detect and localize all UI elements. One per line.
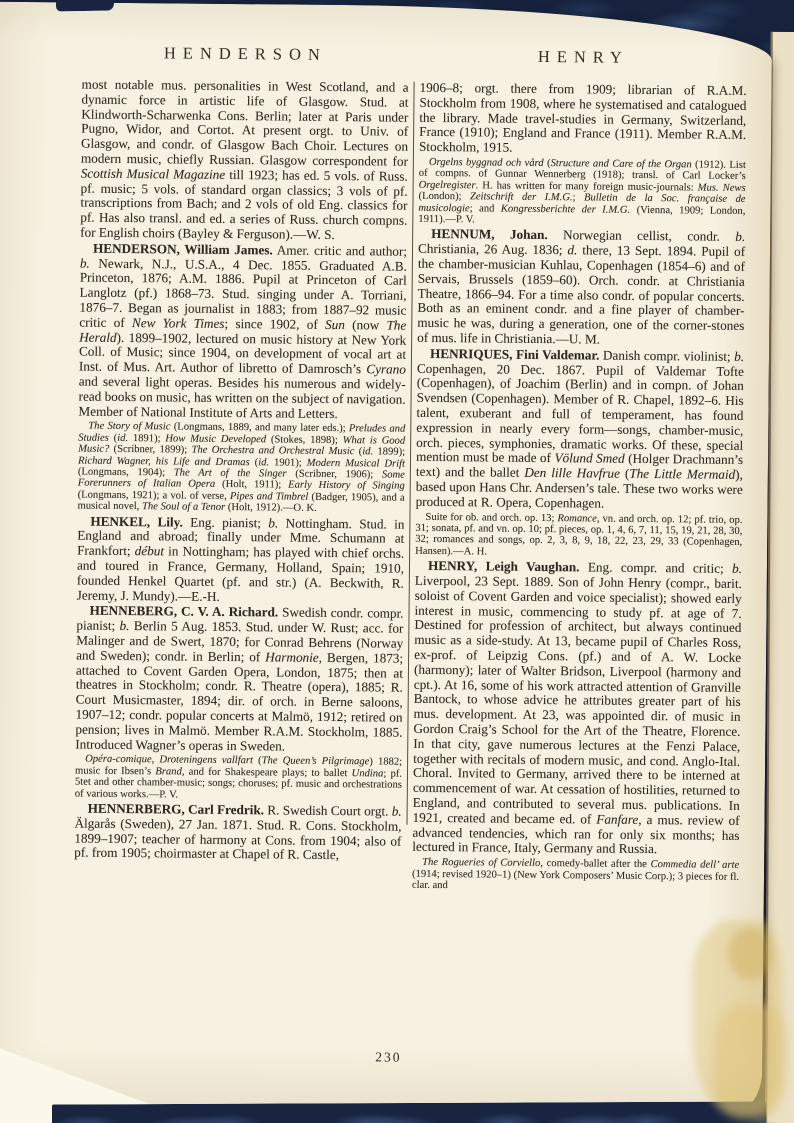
entry-heading: HENNEBERG, C. V. A. Richard.: [89, 602, 279, 620]
book-page: [0, 2, 772, 1111]
right-column: [412, 36, 747, 896]
entry-henkel: [77, 514, 405, 606]
entry-body: Eng. pianist; b. Nottingham. Stud. in England and abroad; finally under Mme. Schumann at Frankfort; début in Nottingham; has played with chief orchs. and toured in France, Germany, Holland, Spain; 1910, founded Henkel Quartet (pf. and str.) (A. Beckwith, R. Jeremy, J. Mundy).—E.-H.: [76, 514, 405, 604]
entry-body: Danish compr. violinist; b. Copenhagen, 20 Dec. 1867. Pupil of Valdemar Tofte (Copenhagen), of Joachim (Berlin) and in compn. of Johan Svendsen (Copenhagen). Member of R. Chapel, 1892–6. His talent, exuberant and full of temperament, has found expression in nearly every form—songs, chamber-music, orch. pieces, symphonies, dramatic works. Of these, special mention must be made of Völund Smed (Holger Drachmann’s text) and the ballet Den lille Havfrue (The Little Mermaid), based upon Hans Chr. Andersen’s tale. These two works were produced at R. Opera, Copenhagen.: [415, 347, 745, 511]
continuation-paragraph: most notable mus. personalities in West Scotland, and a dynamic force in artistic life of Glasgow. Stud. at Klindworth-Scharwenka Cons. Berlin; later at Paris under Pugno, Widor, and Cortot. At present orgt. to Univ. of Glasgow, and condr. of Glasgow Bach Choir. Lectures on modern music, chiefly Russian. Glasgow correspondent for Scottish Musical Magazine till 1923; has ed. 5 vols. of Russ. pf. music; 5 vols. of standard organ classics; 3 vols of pf. transcriptions from Bach; and 2 vols of old Eng. classics for pf. Has also transl. and ed. a series of Russ. church compns. for English choirs (Bayley & Ferguson).—W. S.: [80, 76, 409, 242]
entry-henriques: [416, 347, 745, 513]
works-list: The Story of Music (Longmans, 1889, and many later eds.); Preludes and Studies (id. 1891); How Music Developed (Stokes, 1898); What is Good Music? (Scribner, 1899); The Orchestra and Orchestral Music (id. 1899); Richard Wagner, his Life and Dramas (id. 1901); Modern Musical Drift (Longmans, 1904); The Art of the Singer (Scribner, 1906); Some Forerunners of Italian Opera (Holt, 1911); Early History of Singing (Longmans, 1921); a vol. of verse, Pipes and Timbrel (Badger, 1905), and a musical novel, The Soul of a Tenor (Holt, 1912).—O. K.: [77, 420, 406, 514]
page-number: 230: [375, 1049, 402, 1065]
entry-heading: HENRIQUES, Fini Valdemar.: [429, 345, 600, 363]
entry-henneberg: [75, 604, 403, 755]
entry-henderson-wj: [78, 241, 407, 422]
book-cover-notch: [56, 0, 114, 12]
entry-body: Swedish condr. compr. pianist; b. Berlin 5 Aug. 1853. Stud. under W. Rust; acc. for Malinger and de Swert, 1870; for Conrad Behrens (Norway and Sweden); condr. in Berlin; of Harmonie, Bergen, 1873; attached to Covent Garden Opera, London, 1875; then at theatres in Stockholm; condr. R. Theatre (opera), 1885; R. Court Musicmaster, 1894; dir. of orch. in Berne saloons, 1907–12; condr. popular concerts at Malmö, 1912; retired on pension; lives in Malmö. Member R.A.M. Stockholm, 1885. Introduced Wagner’s operas in Sweden.: [75, 604, 404, 754]
book-cover-bottom-strip: [52, 1101, 766, 1123]
left-running-head: HENDERSON: [163, 43, 327, 64]
works-list: Orgelns byggnad och vård (Structure and Care of the Organ (1912). List of compns. of Gunnar Wennerberg (1918); transl. of Carl Locker’s Orgelregister. H. has written for many foreign music-journals: Mus. News (London); Zeitschrift der I.M.G.; Bulletin de la Soc. française de musicologie; and Kongressberichte der I.M.G. (Vienna, 1909; London, 1911).—P. V.: [418, 156, 746, 226]
entry-hennerberg: [74, 801, 402, 863]
entry-heading: HENKEL, Lily.: [90, 513, 183, 530]
entry-hennum: [417, 227, 745, 349]
entry-heading: HENNERBERG, Carl Fredrik.: [87, 800, 265, 818]
entry-heading: HENDERSON, William James.: [92, 240, 273, 258]
entry-body: Amer. critic and author; b. Newark, N.J., U.S.A., 4 Dec. 1855. Graduated A.B. Princeton, 1876; A.M. 1886. Pupil at Princeton of Carl Langlotz (pf.) 1868–73. Stud. singing under A. Torriani, 1876–7. Began as journalist in 1883; from 1887–92 music critic of New York Times; since 1902, of Sun (now The Herald). 1899–1902, lectured on music history at New York Coll. of Music; since 1904, on development of vocal art at Inst. of Mus. Art. Author of libretto of Damrosch’s Cyrano and several light operas. Besides his numerous and widely-read books on music, has written on the subject of navigation. Member of National Institute of Arts and Letters.: [78, 242, 408, 421]
works-list: Opéra-comique, Droteningens vallfart (The Queen’s Pilgrimage) 1882; music for Ibsen’s Brand, and for Shakespeare plays; to ballet Undina; pf. 5tet and other chamber-music; songs; choruses; pf. music and orchestrations of various works.—P. V.: [74, 753, 403, 801]
entry-body: Eng. compr. and critic; b. Liverpool, 23 Sept. 1889. Son of John Henry (compr., barit. soloist of Covent Garden and voice specialist); showed early interest in music, commencing to study pf. at age of 7. Destined for profession of architect, but always continued music as a side-study. At 13, became pupil of Charles Ross, ex-prof. of Leipzig Cons. (pf.) and of A. W. Locke (harmony); later of Walter Bridson, Liverpool (harmony and cpt.). At 16, some of his work attracted attention of Granville Bantock, to whose advice he attributes greater part of his mus. development. At 23, was appointed dir. of music in Gordon Craig’s School for the Art of the Theatre, Florence. In that city, gave numerous lectures at the Fenzi Palace, together with recitals of modern music, and cond. Anglo-Ital. Choral. Invited to Germany, arrived there to be interned at commencement of war. At cessation of hostilities, returned to England, and contributed to several mus. publications. In 1921, created and became ed. of Fanfare, a mus. review of advanced tendencies, which ran for only six months; has lectured in France, Italy, Germany and Russia.: [412, 559, 743, 857]
entry-henry-lv: [412, 559, 742, 858]
entry-heading: HENNUM, Johan.: [431, 226, 548, 243]
right-running-head: HENRY: [537, 46, 629, 67]
continuation-paragraph: 1906–8; orgt. there from 1909; librarian of R.A.M. Stockholm from 1908, where he systematised and catalogued the library. Made travel-studies in Germany, Switzerland, France (1910); England and France (1911). Member R.A.M. Stockholm, 1915.: [418, 79, 747, 155]
works-list: Suite for ob. and orch. op. 13; Romance, vn. and orch. op. 12; pf. trio, op. 31; sonata, pf. and vn. op. 10; pf. pieces, op. 1, 4, 6, 7, 11, 15, 19, 21, 28, 30, 32; romances and songs, op. 2, 3, 8, 9, 18, 22, 23, 29, 33 (Copenhagen, Hansen).—A. H.: [415, 511, 743, 558]
entry-body: R. Swedish Court orgt. b. Älgarås (Sweden), 27 Jan. 1871. Stud. R. Cons. Stockholm, 1899–1907; teacher of harmony at Cons. from 1904; also of pf. from 1905; choirmaster at Chapel of R. Castle,: [74, 802, 402, 863]
page-content: [74, 33, 748, 897]
entry-heading: HENRY, Leigh Vaughan.: [427, 558, 580, 575]
works-list: The Rogueries of Corviello, comedy-ballet after the Commedia dell’ arte (1914; revised 1920–1) (New York Composers’ Music Corp.); 3 pieces for fl. clar. and: [411, 856, 740, 892]
left-column: [74, 33, 409, 893]
entry-body: Norwegian cellist, condr. b. Christiania, 26 Aug. 1836; d. there, 13 Sept. 1894. Pupil of the chamber-musician Kuhlau, Copenhagen (1854–6) and of Servais, Brussels (1859–60). Orch. condr. at Christiania Theatre, 1866–94. For a time also condr. of popular concerts. Both as an eminent condr. and a fine player of chamber-music he was, during a generation, one of the corner-stones of mus. life in Christiania.—U. M.: [417, 227, 746, 347]
